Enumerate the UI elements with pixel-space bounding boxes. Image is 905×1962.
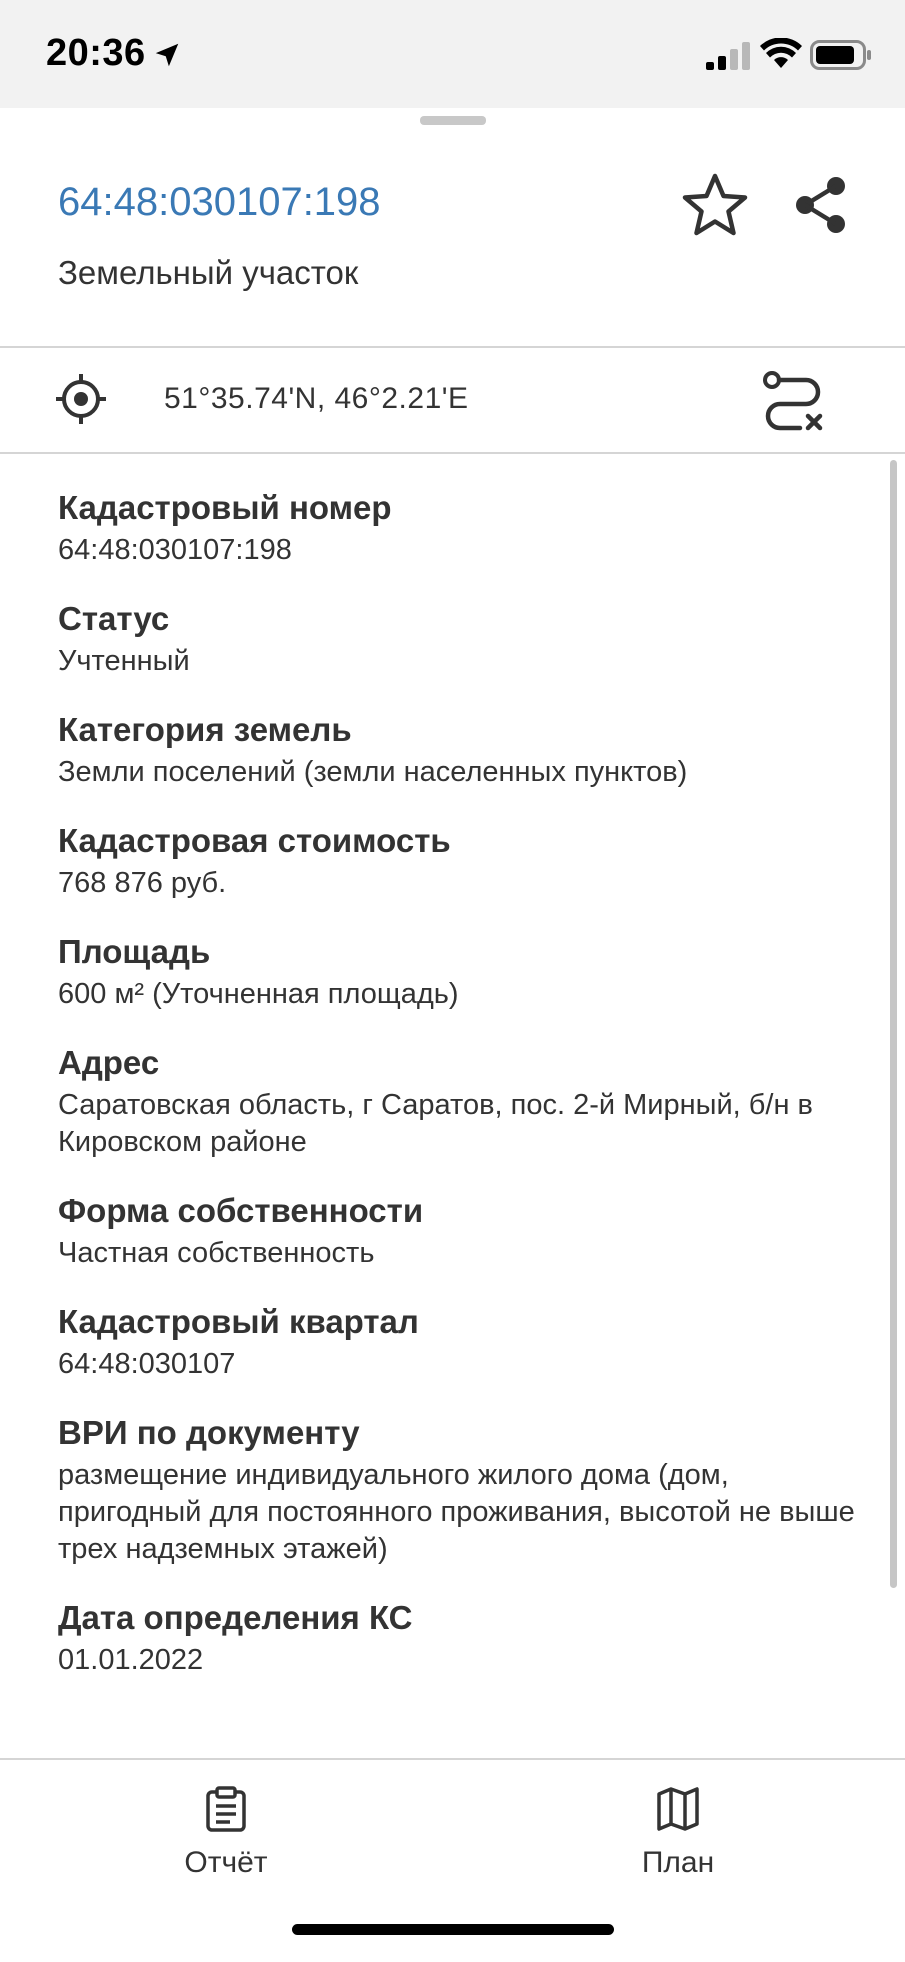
field-cadastral-number bbox=[58, 486, 858, 569]
field-value: Учтенный bbox=[58, 645, 190, 677]
field-address bbox=[58, 1041, 858, 1161]
home-indicator[interactable] bbox=[292, 1924, 614, 1935]
field-value: 64:48:030107 bbox=[58, 1348, 236, 1380]
field-value: Земли поселений (земли населенных пунктов) bbox=[58, 756, 688, 788]
sheet-grabber-handle[interactable] bbox=[420, 116, 486, 125]
clipboard-icon bbox=[204, 1786, 248, 1832]
field-label: Площадь bbox=[58, 933, 211, 970]
tab-plan[interactable] bbox=[578, 1760, 778, 1900]
field-permitted-use bbox=[58, 1411, 858, 1568]
tab-plan-label: План bbox=[641, 1846, 715, 1879]
map-icon bbox=[656, 1786, 700, 1832]
field-label: Форма собственности bbox=[58, 1192, 424, 1229]
field-label: Категория земель bbox=[58, 711, 352, 748]
field-value: Саратовская область, г Саратов, пос. 2-й Мирный, б/н в Кировском районе bbox=[58, 1089, 813, 1158]
object-type-subtitle: Земельный участок bbox=[58, 254, 359, 291]
details-scrollbar[interactable] bbox=[890, 460, 897, 1588]
field-label: Кадастровый квартал bbox=[58, 1303, 419, 1340]
coordinates-text: 51°35.74'N, 46°2.21'E bbox=[164, 382, 469, 415]
field-value: 64:48:030107:198 bbox=[58, 534, 292, 566]
cellular-signal-icon bbox=[706, 42, 752, 70]
field-value: 600 м² (Уточненная площадь) bbox=[58, 978, 459, 1010]
tab-report-label: Отчёт bbox=[184, 1846, 268, 1879]
field-land-category bbox=[58, 708, 858, 791]
field-label: Кадастровый номер bbox=[58, 489, 392, 526]
field-value: Частная собственность bbox=[58, 1237, 375, 1269]
field-cadastral-quarter bbox=[58, 1300, 858, 1383]
details-list bbox=[58, 486, 858, 1707]
star-icon[interactable] bbox=[682, 172, 748, 238]
status-time: 20:36 bbox=[46, 32, 146, 74]
coords-divider bbox=[0, 452, 905, 454]
field-label: ВРИ по документу bbox=[58, 1414, 360, 1451]
share-icon[interactable] bbox=[792, 174, 850, 236]
field-label: Адрес bbox=[58, 1044, 160, 1081]
field-status bbox=[58, 597, 858, 680]
field-label: Статус bbox=[58, 600, 170, 637]
coordinates-row[interactable] bbox=[0, 348, 905, 452]
route-clear-icon[interactable] bbox=[760, 370, 826, 432]
field-label: Дата определения КС bbox=[58, 1599, 413, 1636]
cadastral-number-title: 64:48:030107:198 bbox=[58, 180, 381, 224]
crosshair-target-icon[interactable] bbox=[56, 374, 106, 424]
tab-report[interactable] bbox=[126, 1760, 326, 1900]
wifi-icon bbox=[760, 38, 802, 70]
object-info-sheet bbox=[0, 108, 905, 1960]
field-area bbox=[58, 930, 858, 1013]
field-value: размещение индивидуального жилого дома (дом, пригодный для постоянного проживания, высотой не выше трех надземных этажей) bbox=[58, 1459, 855, 1565]
field-valuation-date bbox=[58, 1596, 858, 1679]
location-arrow-icon bbox=[152, 40, 182, 70]
field-cadastral-value bbox=[58, 819, 858, 902]
status-bar bbox=[0, 0, 905, 108]
field-label: Кадастровая стоимость bbox=[58, 822, 451, 859]
field-value: 768 876 руб. bbox=[58, 867, 227, 899]
battery-icon bbox=[810, 40, 872, 70]
field-value: 01.01.2022 bbox=[58, 1644, 204, 1676]
field-ownership-form bbox=[58, 1189, 858, 1272]
